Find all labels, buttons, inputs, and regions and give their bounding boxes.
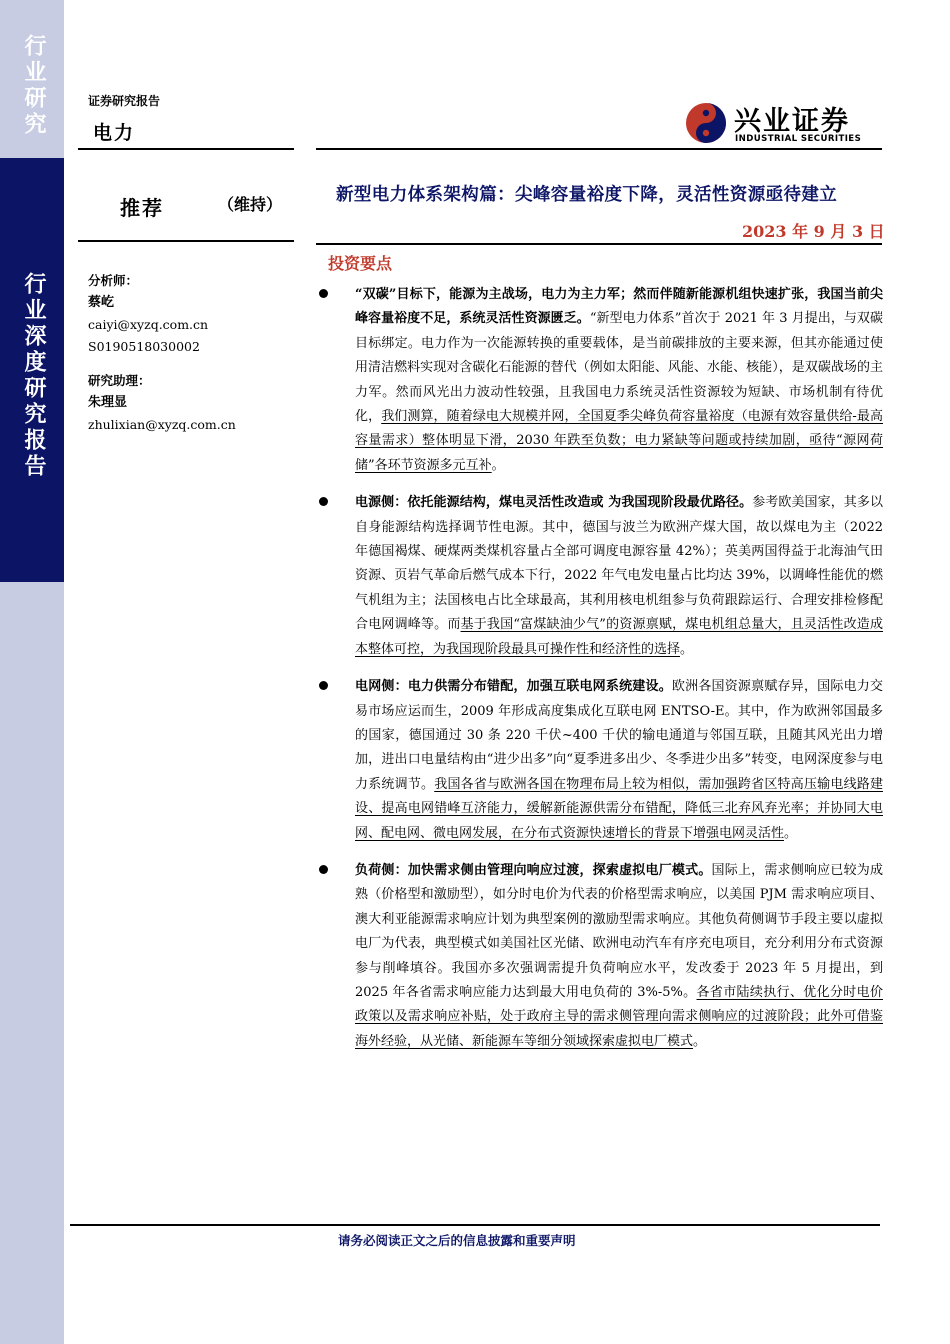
- bullet-heading: 负荷侧：加快需求侧由管理向响应过渡，探索虚拟电厂模式。: [355, 862, 712, 878]
- bullet-dot-icon: [319, 289, 328, 298]
- assistant-email: zhulixian@xyzq.com.cn: [88, 417, 236, 432]
- bullet-tail: 。: [693, 1033, 707, 1049]
- company-logo-name: 兴业证券: [734, 106, 850, 137]
- sidebar-top-label: 行业研究: [21, 34, 47, 138]
- bullet-text: 国际上，需求侧响应已较为成熟（价格型和激励型），如分时电价为代表的价格型需求响应，以美国 PJM 需求响应项目、澳大利亚能源需求响应计划为典型案例的激励型需求响应。其他负荷侧调节手段主要以虚拟电厂为代表，典型模式如美国社区光储、欧洲电动汽车有序充电项目，充分利用分布式资源参与削峰填谷。我国亦多次强调需提升负荷响应水平，发改委于 2023 年 5 月提出，到 2025 年各省需求响应能力达到最大用电负荷的 3%-5%。: [355, 862, 883, 1000]
- left-header-rule: [78, 148, 294, 150]
- analyst-name: 蔡屹: [88, 295, 115, 310]
- report-date: 2023 年 9 月 3 日: [742, 222, 885, 241]
- assistant-name: 朱理显: [88, 395, 128, 410]
- analyst-email: caiyi@xyzq.com.cn: [88, 317, 209, 332]
- bullet-text: 参考欧美国家，其多以自身能源结构选择调节性电源。其中，德国与波兰为欧洲产煤大国，故以煤电为主（2022 年德国褐煤、硬煤两类煤机容量占全部可调度电源容量 42%）；英美两国得益于北海油气田资源、页岩气革命后燃气成本下行，2022 年气电发电量占比均达 39%，以调峰性能优的燃气机组为主；法国核电占比全球最高，其利用核电机组参与负荷跟踪运行、合理安排检修配合电网调峰等。而: [355, 495, 883, 633]
- assistant-label: 研究助理：: [88, 373, 151, 388]
- bullet-item: [313, 283, 883, 478]
- bullet-item: [313, 675, 883, 846]
- rating-sub: （维持）: [218, 195, 283, 214]
- rating-rule: [78, 240, 294, 242]
- section-title: 投资要点: [328, 254, 393, 273]
- bullet-underlined-text: 基于我国“富煤缺油少气”的资源禀赋，煤电机组总量大，且灵活性改造成本整体可控，为我国现阶段最具可操作性和经济性的选择: [355, 617, 883, 657]
- bullet-underlined-text: 我们测算，随着绿电大规模并网，全国夏季尖峰负荷容量裕度（电源有效容量供给-最高容量需求）整体明显下滑，2030 年跌至负数；电力紧缺等问题或持续加剧，亟待“源网荷储”各环节资源多元互补: [355, 409, 883, 473]
- bullet-item: [313, 859, 883, 1054]
- rating-label: 推荐: [120, 196, 164, 220]
- sidebar-mid-label: 行业深度研究报告: [21, 272, 47, 480]
- investment-points: [313, 283, 883, 1067]
- footer-rule: [70, 1224, 880, 1226]
- report-title: 新型电力体系架构篇：尖峰容量裕度下降，灵活性资源亟待建立: [336, 185, 838, 205]
- analyst-cert: S0190518030002: [88, 339, 200, 354]
- bullet-dot-icon: [319, 681, 328, 690]
- analyst-label: 分析师：: [88, 273, 139, 288]
- bullet-tail: 。: [784, 825, 798, 841]
- analyst-block: [88, 270, 236, 436]
- bullet-underlined-text: 我国各省与欧洲各国在物理布局上较为相似，需加强跨省区特高压输电线路建设、提高电网错峰互济能力，缓解新能源供需分布错配，降低三北弃风弃光率；并协同大电网、配电网、微电网发展，在分布式资源快速增长的背景下增强电网灵活性: [355, 776, 883, 841]
- bullet-tail: 。: [491, 457, 505, 473]
- bullet-heading: 电源侧：依托能源结构，煤电灵活性改造或 为我国现阶段最优路径。: [355, 495, 753, 511]
- bullet-underlined-text: 各省市陆续执行、优化分时电价政策以及需求响应补贴，处于政府主导的需求侧管理向需求侧响应的过渡阶段；此外可借鉴海外经验，从光储、新能源车等细分领域探索虚拟电厂模式: [355, 984, 883, 1049]
- report-type: 证券研究报告: [88, 94, 161, 108]
- bullet-dot-icon: [319, 497, 328, 506]
- bullet-tail: 。: [680, 641, 694, 657]
- company-logo-icon: [684, 101, 728, 145]
- right-header-rule: [316, 148, 882, 150]
- industry-name: 电力: [93, 122, 136, 144]
- bullet-dot-icon: [319, 865, 328, 874]
- bullet-heading: 电网侧：电力供需分布错配，加强互联电网系统建设。: [355, 679, 672, 695]
- bullet-item: [313, 491, 883, 662]
- company-logo-subtitle: INDUSTRIAL SECURITIES: [735, 134, 862, 144]
- sidebar-bottom-strip: [0, 582, 64, 1344]
- bullet-heading: “双碳”目标下，能源为主战场，电力为主力军；然而伴随新能源机组快速扩张，我国当前尖峰容量裕度不足，系统灵活性资源匮乏。: [355, 287, 883, 327]
- bullet-text: 欧洲各国资源禀赋存异，国际电力交易市场应运而生，2009 年形成高度集成化互联电网 ENTSO-E。其中，作为欧洲邻国最多的国家，德国通过 30 条 220 千伏~400 千伏的输电通道与邻国互联，且随其风光出力增加，进出口电量结构由“进少出多”向“夏季进多出少、冬季进少出多”转变，电网深度参与电力系统调节。: [355, 679, 883, 792]
- bullet-text: “新型电力体系”首次于 2021 年 3 月提出，与双碳目标绑定。电力作为一次能源转换的重要载体，是当前碳排放的主要来源，但其亦能通过使用清洁燃料实现对含碳化石能源的替代（例如太阳能、风能、水能、核能），是双碳战场的主力军。然而风光出力波动性较强，且我国电力系统灵活性资源较为短缺、市场机制有待优化，: [355, 311, 883, 425]
- title-rule: [316, 243, 882, 245]
- footer-disclaimer: 请务必阅读正文之后的信息披露和重要声明: [338, 1233, 576, 1248]
